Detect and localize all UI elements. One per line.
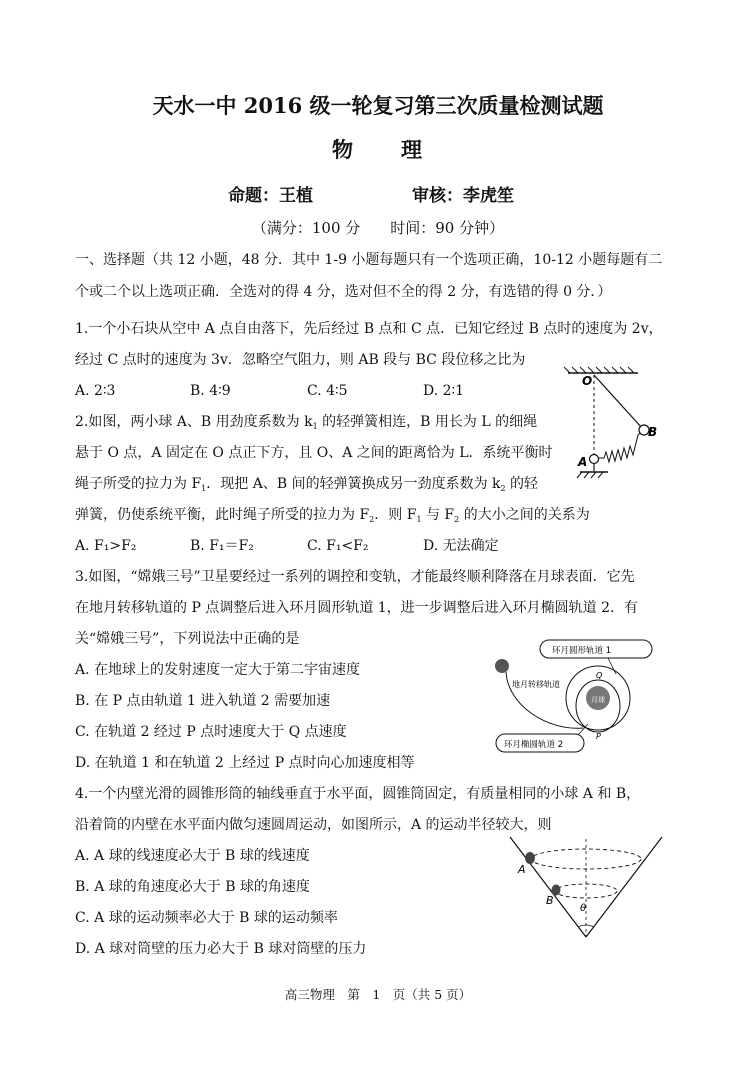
q4-option-d: D. A 球对筒壁的压力必大于 B 球对筒壁的压力 [75, 941, 367, 957]
section-instruction-line1: 一、选择题（共 12 小题，48 分．其中 1-9 小题每题只有一个选项正确，10-12 小题每题有二 [75, 252, 663, 268]
moon-label: 月球 [591, 696, 605, 704]
q2-option-b: B. F₁＝F₂ [190, 538, 254, 554]
q4-option-c: C. A 球的运动频率必大于 B 球的运动频率 [75, 910, 338, 926]
q4-option-b: B. A 球的角速度必大于 B 球的角速度 [75, 879, 310, 895]
q3-stem-line3: 关“嫦娥三号”，下列说法中正确的是 [75, 631, 300, 647]
q1-stem-line1: 1.一个小石块从空中 A 点自由落下，先后经过 B 点和 C 点．已知它经过 B 点时的速度为 2v， [75, 321, 663, 337]
q3-option-b: B. 在 P 点由轨道 1 进入轨道 2 需要加速 [75, 693, 331, 709]
orbit1-label: 环月圆形轨道 1 [552, 646, 612, 656]
q2-spring-figure [558, 365, 668, 490]
point-p-label: P [596, 732, 601, 741]
subject-title: 物 理 [332, 137, 424, 162]
point-q-label: Q [596, 671, 603, 680]
ball-b-label: B [546, 894, 554, 907]
exam-title: 天水一中 2016 级一轮复习第三次质量检测试题 [152, 93, 604, 118]
q4-stem-line2: 沿着筒的内壁在水平面内做匀速圆周运动，如图所示，A 的运动半径较大，则 [75, 817, 552, 833]
score-time: （满分：100 分 时间：90 分钟） [251, 219, 505, 237]
q2-option-a: A. F₁>F₂ [75, 538, 137, 554]
q2-stem-line2: 悬于 O 点，A 固定在 O 点正下方，且 O、A 之间的距离恰为 L．系统平衡时 [75, 445, 553, 461]
q4-option-a: A. A 球的线速度必大于 B 球的线速度 [75, 848, 310, 864]
fig-label-b: B [648, 425, 658, 439]
orbit2-label: 环月椭圆轨道 2 [504, 740, 564, 750]
theta-label: θ [580, 903, 587, 914]
section-instruction-line2: 个或二个以上选项正确．全选对的得 4 分，选对但不全的得 2 分，有选错的得 0 分．） [75, 284, 612, 300]
q3-option-d: D. 在轨道 1 和在轨道 2 上经过 P 点时向心加速度相等 [75, 755, 415, 771]
ball-a-label: A [518, 863, 526, 876]
q2-stem-line1: 2.如图，两小球 A、B 用劲度系数为 $k_1$ 的轻弹簧相连，B 用长为 L 的细绳 [75, 414, 538, 431]
q4-stem-line1: 4.一个内壁光滑的圆锥形筒的轴线垂直于水平面，圆锥筒固定，有质量相同的小球 A 和 B， [75, 786, 641, 802]
reviewer-label: 审核：李虎笙 [412, 186, 514, 206]
q2-option-c: C. F₁<F₂ [307, 538, 369, 554]
q3-option-a: A. 在地球上的发射速度一定大于第二宇宙速度 [75, 662, 361, 678]
page-footer: 高三物理 第 1 页（共 5 页） [284, 987, 472, 1002]
q3-stem-line1: 3.如图，“嫦娥三号”卫星要经过一系列的调控和变轨，才能最终顺利降落在月球表面．它先 [75, 569, 635, 585]
q3-option-c: C. 在轨道 2 经过 P 点时速度大于 Q 点速度 [75, 724, 347, 740]
q3-stem-line2: 在地月转移轨道的 P 点调整后进入环月圆形轨道 1，进一步调整后进入环月椭圆轨道 2．有 [75, 600, 639, 616]
q1-option-d: D. 2∶1 [423, 383, 465, 399]
q4-cone-figure [500, 833, 672, 945]
q1-stem-line2: 经过 C 点时的速度为 3v．忽略空气阻力，则 AB 段与 BC 段位移之比为 [75, 352, 526, 368]
q3-orbit-figure [488, 636, 668, 758]
q2-stem-line3: 绳子所受的拉力为 $F_1$．现把 A、B 间的轻弹簧换成另一劲度系数为 $k_2$ 的轻 [75, 476, 539, 493]
fig-label-a: A [578, 455, 588, 469]
author-label: 命题：王植 [228, 186, 313, 206]
q2-option-d: D. 无法确定 [423, 538, 499, 554]
q1-option-a: A. 2∶3 [75, 383, 116, 399]
fig-label-o: O [582, 374, 593, 388]
transfer-orbit-label: 地月转移轨道 [512, 680, 560, 689]
q1-option-b: B. 4∶9 [190, 383, 231, 399]
q2-stem-line4: 弹簧，仍使系统平衡，此时绳子所受的拉力为 $F_2$．则 $F_1$ 与 $F_2$ 的大小之间的关系为 [75, 507, 590, 524]
q1-option-c: C. 4∶5 [307, 383, 348, 399]
